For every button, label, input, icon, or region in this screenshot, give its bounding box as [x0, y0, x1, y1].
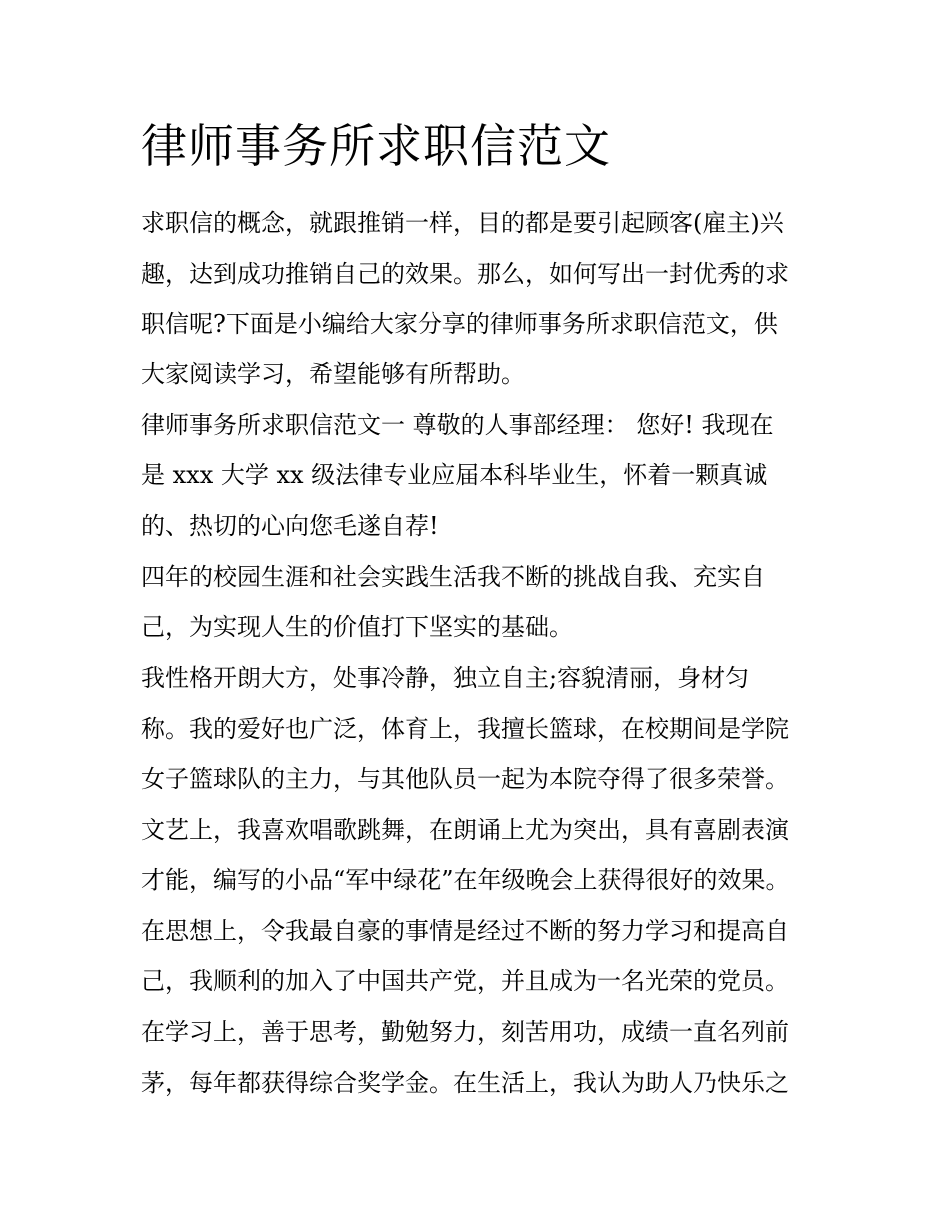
text-line-14: 才能，编写的小品“军中绿花”在年级晚会上获得很好的效果。	[141, 866, 790, 894]
text-line-2: 趣，达到成功推销自己的效果。那么，如何写出一封优秀的求	[141, 260, 789, 288]
text-line-13: 文艺上，我喜欢唱歌跳舞，在朗诵上尤为突出，具有喜剧表演	[141, 816, 789, 844]
text-line-12: 女子篮球队的主力，与其他队员一起为本院夺得了很多荣誉。	[141, 765, 789, 793]
text-line-16: 己，我顺利的加入了中国共产党，并且成为一名光荣的党员。	[141, 967, 789, 995]
text-line-17: 在学习上，善于思考，勤勉努力，刻苦用功，成绩一直名列前	[141, 1018, 789, 1046]
text-line-18: 茅，每年都获得综合奖学金。在生活上，我认为助人乃快乐之	[141, 1069, 789, 1097]
text-line-1: 求职信的概念，就跟推销一样，目的都是要引起顾客(雇主)兴	[141, 209, 784, 237]
document-title: 律师事务所求职信范文	[141, 119, 611, 173]
text-line-5: 律师事务所求职信范文一 尊敬的人事部经理： 您好! 我现在	[141, 411, 774, 439]
text-line-7: 的、热切的心向您毛遂自荐!	[141, 512, 439, 540]
text-line-8: 四年的校园生涯和社会实践生活我不断的挑战自我、充实自	[141, 563, 765, 591]
text-line-15: 在思想上，令我最自豪的事情是经过不断的努力学习和提高自	[141, 917, 789, 945]
text-line-6: 是 xxx 大学 xx 级法律专业应届本科毕业生，怀着一颗真诚	[141, 461, 768, 489]
text-line-4: 大家阅读学习，希望能够有所帮助。	[141, 360, 525, 388]
text-line-11: 称。我的爱好也广泛，体育上，我擅长篮球，在校期间是学院	[141, 715, 789, 743]
text-line-10: 我性格开朗大方，处事冷静，独立自主;容貌清丽，身材匀	[141, 664, 750, 692]
text-line-9: 己，为实现人生的价值打下坚实的基础。	[141, 613, 573, 641]
text-line-3: 职信呢?下面是小编给大家分享的律师事务所求职信范文，供	[141, 310, 778, 338]
